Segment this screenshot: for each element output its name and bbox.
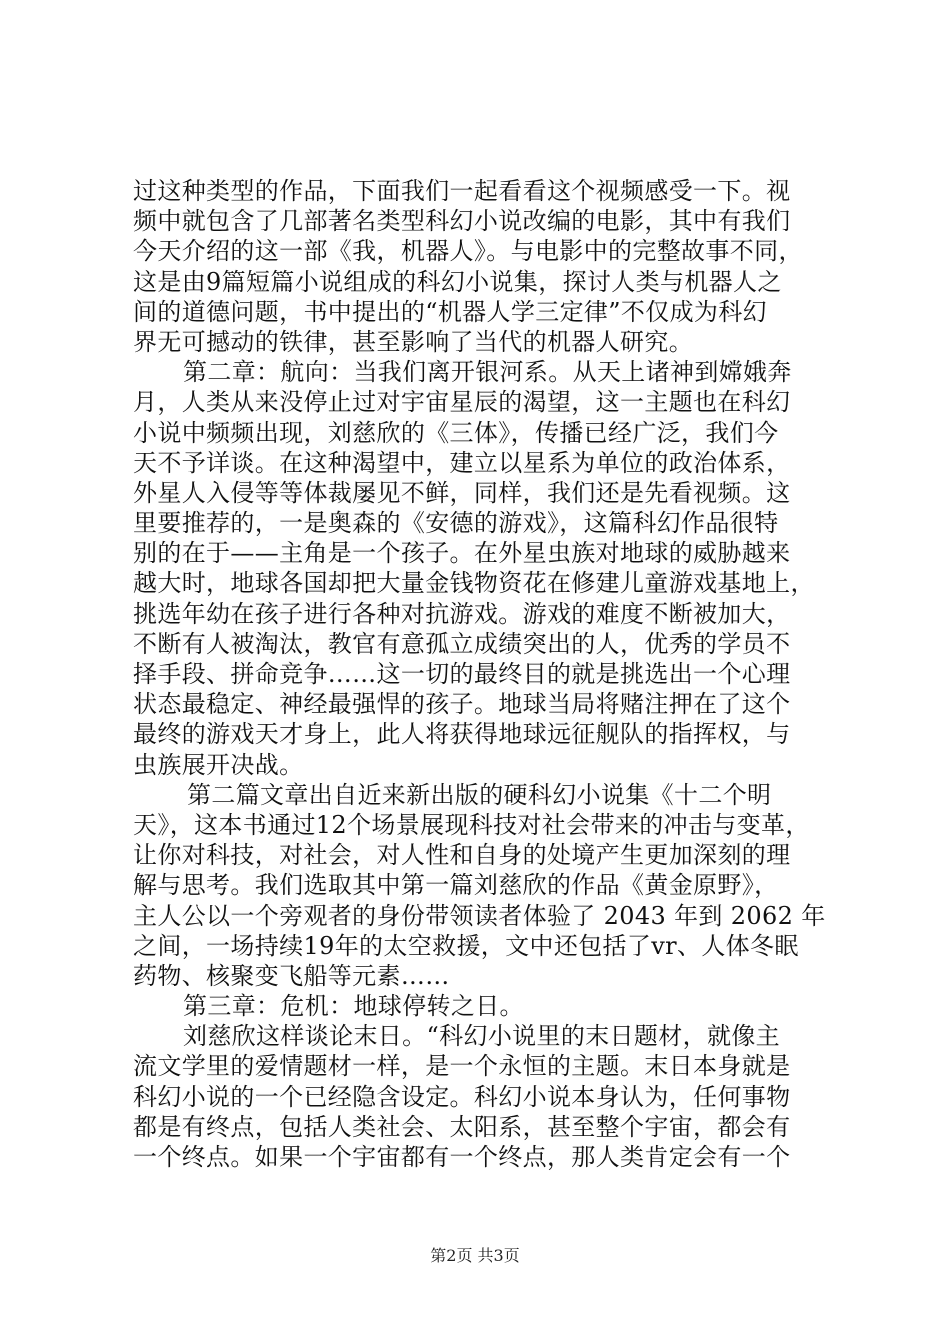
text-line: 都是有终点，包括人类社会、太阳系，甚至整个宇宙，都会有: [133, 1112, 791, 1141]
chapter-heading-line: 第三章：危机：地球停转之日。: [183, 992, 524, 1021]
text-line: 界无可撼动的铁律，甚至影响了当代的机器人研究。: [133, 327, 694, 356]
text-line: 最终的游戏天才身上，此人将获得地球远征舰队的指挥权，与: [133, 720, 791, 749]
text-line: 主人公以一个旁观者的身份带领读者体验了 2043 年到 2062 年: [133, 901, 826, 930]
text-line: 天》，这本书通过12个场景展现科技对社会带来的冲击与变革，: [133, 810, 810, 839]
text-line: 频中就包含了几部著名类型科幻小说改编的电影，其中有我们: [133, 207, 791, 236]
text-line: 择手段、拼命竞争……这一切的最终目的就是挑选出一个心理: [133, 660, 791, 688]
text-line: 挑选年幼在孩子进行各种对抗游戏。游戏的难度不断被加大，: [133, 599, 791, 628]
text-line: 月，人类从来没停止过对宇宙星辰的渴望，这一主题也在科幻: [133, 388, 791, 417]
text-line: 流文学里的爱情题材一样，是一个永恒的主题。末日本身就是: [133, 1052, 791, 1081]
text-line: 天不予详谈。在这种渴望中，建立以星系为单位的政治体系，: [133, 448, 791, 477]
text-line: 里要推荐的，一是奥森的《安德的游戏》，这篇科幻作品很特: [133, 509, 779, 538]
text-line: 药物、核聚变飞船等元素……: [133, 961, 450, 990]
text-line: 状态最稳定、神经最强悍的孩子。地球当局将赌注押在了这个: [133, 690, 791, 719]
text-line: 之间，一场持续19年的太空救援，文中还包括了vr、人体冬眠: [133, 931, 799, 960]
text-line: 让你对科技，对社会，对人性和自身的处境产生更加深刻的理: [133, 841, 791, 870]
chapter-heading-line: 第二章：航向：当我们离开银河系。从天上诸神到嫦娥奔: [183, 358, 792, 387]
text-line: 科幻小说的一个已经隐含设定。科幻小说本身认为，任何事物: [133, 1082, 791, 1111]
page-footer: [0, 1246, 950, 1266]
page-number-label: 第2页 共3页: [430, 1246, 520, 1265]
text-line: 越大时，地球各国却把大量金钱物资花在修建儿童游戏基地上，: [133, 569, 815, 598]
text-line: 过这种类型的作品，下面我们一起看看这个视频感受一下。视: [133, 177, 791, 205]
text-line: 一个终点。如果一个宇宙都有一个终点，那人类肯定会有一个: [133, 1143, 791, 1171]
text-line: 解与思考。我们选取其中第一篇刘慈欣的作品《黄金原野》，: [133, 871, 779, 900]
text-line: 今天介绍的这一部《我，机器人》。与电影中的完整故事不同，: [133, 237, 803, 266]
text-line: 外星人入侵等等体裁屡见不鲜，同样，我们还是先看视频。这: [133, 478, 791, 507]
text-line: 不断有人被淘汰，教官有意孤立成绩突出的人，优秀的学员不: [133, 629, 791, 658]
text-line: 别的在于——主角是一个孩子。在外星虫族对地球的威胁越来: [133, 539, 791, 568]
text-line: 间的道德问题，书中提出的“机器人学三定律”不仅成为科幻: [133, 297, 767, 326]
document-body: [133, 176, 833, 1172]
paragraph-first-line: 第二篇文章出自近来新出版的硬科幻小说集《十二个明: [187, 780, 772, 809]
paragraph-first-line: 刘慈欣这样谈论末日。“科幻小说里的末日题材，就像主: [183, 1022, 781, 1051]
text-line: 虫族展开决战。: [133, 750, 304, 779]
text-line: 这是由9篇短篇小说组成的科幻小说集，探讨人类与机器人之: [133, 267, 782, 296]
text-line: 小说中频频出现，刘慈欣的《三体》，传播已经广泛，我们今: [133, 418, 779, 447]
